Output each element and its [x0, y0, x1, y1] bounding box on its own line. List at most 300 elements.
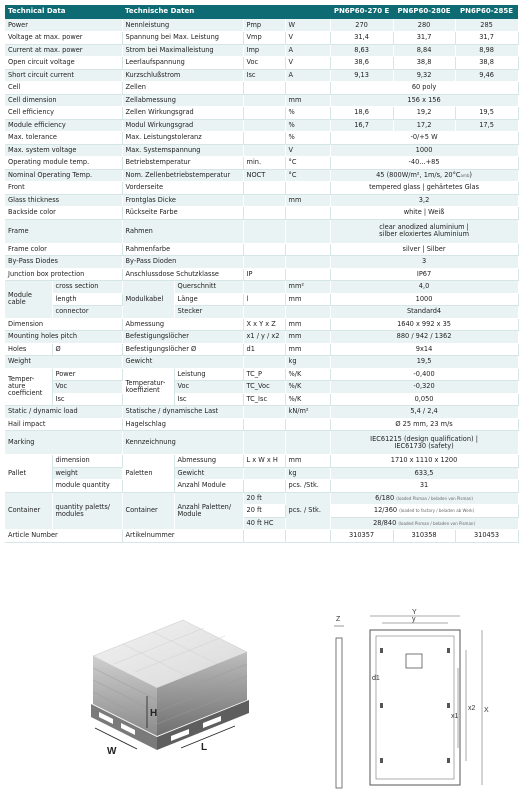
value-all: 0,050 — [330, 393, 518, 406]
pallet-label-de: Paletten — [122, 455, 174, 493]
unit — [285, 182, 330, 195]
value-model-1: 9,13 — [330, 69, 393, 82]
row-pallet-weight — [5, 467, 518, 480]
container-size: 20 ft — [243, 505, 285, 518]
value-model-3: 17,5 — [455, 119, 518, 132]
label-en: Hail impact — [5, 418, 122, 431]
unit — [285, 207, 330, 220]
label-en: Module efficiency — [5, 119, 122, 132]
unit: % — [285, 119, 330, 132]
symbol — [243, 281, 285, 294]
unit — [285, 82, 330, 95]
row-module-cable-cross-section — [5, 281, 518, 294]
value-model-2: 31,7 — [393, 32, 455, 45]
container-sub-label-de-2: Module — [177, 509, 202, 518]
container-label-de: Container — [122, 492, 174, 530]
row-cell-efficiency — [5, 107, 518, 120]
sub-label-de: Anzahl Module — [174, 480, 243, 493]
symbol — [243, 356, 285, 369]
unit — [285, 256, 330, 269]
value-all: tempered glass | gehärtetes Glas — [330, 182, 518, 195]
unit: A — [285, 44, 330, 57]
label-de: Frontglas Dicke — [122, 194, 243, 207]
unit — [285, 243, 330, 256]
value-model-2: 17,2 — [393, 119, 455, 132]
unit: V — [285, 32, 330, 45]
symbol — [243, 119, 285, 132]
symbol — [243, 107, 285, 120]
label-en: Backside color — [5, 207, 122, 220]
label-en: Short circuit current — [5, 69, 122, 82]
label-en: Holes — [5, 343, 52, 356]
value-model-2: 310358 — [393, 530, 455, 543]
symbol: min. — [243, 157, 285, 170]
tempcoef-label-de — [122, 368, 174, 406]
symbol — [243, 467, 285, 480]
label-de: Anschlussdose Schutzklasse — [122, 268, 243, 281]
value-all — [330, 517, 518, 530]
module-frame-outer — [370, 630, 460, 785]
unit: mm — [285, 318, 330, 331]
module-cable-label-1: Module — [8, 291, 32, 300]
row-hail — [5, 418, 518, 431]
symbol — [243, 132, 285, 145]
noct-value-end: ) — [469, 170, 472, 179]
value-all: 1640 x 992 x 35 — [330, 318, 518, 331]
value-all: silver | Silber — [330, 243, 518, 256]
junction-box — [406, 654, 422, 668]
unit: mm — [285, 194, 330, 207]
label-de: Betriebstemperatur — [122, 157, 243, 170]
row-tempcoef-isc — [5, 393, 518, 406]
row-frame-color — [5, 243, 518, 256]
label-de: Nennleistung — [122, 19, 243, 32]
row-operating-temp — [5, 157, 518, 170]
noct-value-sub: amb — [460, 172, 470, 178]
x2-label: x2 — [468, 705, 476, 712]
label-de: Hagelschlag — [122, 418, 243, 431]
label-en: Frame color — [5, 243, 122, 256]
value-model-2: 280 — [393, 19, 455, 32]
row-bypass-diodes — [5, 256, 518, 269]
label-en: Front — [5, 182, 122, 195]
value-model-3: 310453 — [455, 530, 518, 543]
value-all: 5,4 / 2,4 — [330, 406, 518, 419]
table-header — [5, 5, 518, 19]
row-holes — [5, 343, 518, 356]
row-junction-box — [5, 268, 518, 281]
label-de: Max. Systemspannung — [122, 144, 243, 157]
unit — [285, 306, 330, 319]
sub-label: dimension — [52, 455, 122, 468]
value-all: 31 — [330, 480, 518, 493]
value-all: 19,5 — [330, 356, 518, 369]
value-model-2: 9,32 — [393, 69, 455, 82]
value-all: -0,320 — [330, 381, 518, 394]
x1-label: x1 — [451, 713, 459, 720]
symbol — [243, 243, 285, 256]
sub-label-de: Gewicht — [174, 467, 243, 480]
unit: A — [285, 69, 330, 82]
module-cable-label-2: cable — [8, 298, 26, 307]
container-note: (loaded Pisman / beladen von Pisman) — [396, 495, 473, 501]
symbol — [243, 418, 285, 431]
row-glass-thickness — [5, 194, 518, 207]
container-note: (loaded Pisman / beladen von Pisman) — [398, 520, 476, 526]
row-load — [5, 406, 518, 419]
value-all: 156 x 156 — [330, 94, 518, 107]
sub-label: cross section — [52, 281, 122, 294]
unit — [285, 268, 330, 281]
label-en: Power — [5, 19, 122, 32]
width-label: W — [107, 746, 117, 757]
value-model-3: 38,8 — [455, 57, 518, 70]
row-frame — [5, 219, 518, 243]
unit: mm — [285, 293, 330, 306]
label-en: Article Number — [5, 530, 122, 543]
unit: %/K — [285, 393, 330, 406]
row-marking — [5, 431, 518, 455]
symbol — [243, 530, 285, 543]
label-de: Modul Wirkungsgrad — [122, 119, 243, 132]
row-pallet-dimension — [5, 455, 518, 468]
symbol: d1 — [243, 343, 285, 356]
label-en: Current at max. power — [5, 44, 122, 57]
tempcoef-label-1: Temper- — [8, 375, 35, 384]
value-model-3: 8,98 — [455, 44, 518, 57]
container-value: 6/180 — [375, 493, 395, 502]
value-all: 3,2 — [330, 194, 518, 207]
value-all: -0/+5 W — [330, 132, 518, 145]
label-en-symbol: Ø — [52, 343, 122, 356]
value-all — [330, 492, 518, 505]
symbol — [243, 406, 285, 419]
unit — [285, 219, 330, 243]
value-all: 9x14 — [330, 343, 518, 356]
label-de: Statische / dynamische Last — [122, 406, 243, 419]
value-all — [330, 431, 518, 455]
header-technical-data: Technical Data — [5, 5, 122, 19]
header-technische-daten: Technische Daten — [122, 5, 330, 19]
label-de: Gewicht — [122, 356, 243, 369]
value-model-1: 16,7 — [330, 119, 393, 132]
label-de: Artikelnummer — [122, 530, 243, 543]
label-de: Zellabmessung — [122, 94, 243, 107]
value-all: 4,0 — [330, 281, 518, 294]
unit: pcs. / Stk. — [285, 492, 330, 530]
unit: pcs. /Stk. — [285, 480, 330, 493]
row-module-cable-length — [5, 293, 518, 306]
container-value: 12/360 — [373, 506, 398, 515]
symbol — [243, 144, 285, 157]
symbol: x1 / y / x2 — [243, 331, 285, 344]
label-en: Junction box protection — [5, 268, 122, 281]
z-label: Z — [336, 616, 341, 623]
value-all: Ø 25 mm, 23 m/s — [330, 418, 518, 431]
unit: % — [285, 132, 330, 145]
container-sub-label-de-1: Anzahl Paletten/ — [177, 502, 232, 511]
symbol — [243, 480, 285, 493]
symbol: L x W x H — [243, 455, 285, 468]
value-all: 60 poly — [330, 82, 518, 95]
row-weight — [5, 356, 518, 369]
row-system-voltage — [5, 144, 518, 157]
row-dimension — [5, 318, 518, 331]
label-de: Rückseite Farbe — [122, 207, 243, 220]
row-noct — [5, 169, 518, 182]
x-label: X — [484, 707, 489, 714]
unit: mm — [285, 455, 330, 468]
sub-label-de: Länge — [174, 293, 243, 306]
unit: V — [285, 57, 330, 70]
label-de: Befestigungslöcher Ø — [122, 343, 243, 356]
value-model-3: 9,46 — [455, 69, 518, 82]
sub-label-de: Leistung — [174, 368, 243, 381]
symbol: Vmp — [243, 32, 285, 45]
value-all: -40...+85 — [330, 157, 518, 170]
value-all: 880 / 942 / 1362 — [330, 331, 518, 344]
label-en: Frame — [5, 219, 122, 243]
module-cable-label-de: Modulkabel — [122, 281, 174, 319]
value-all: 1000 — [330, 293, 518, 306]
height-label: H — [150, 708, 158, 719]
value-all: white | Weiß — [330, 207, 518, 220]
container-sub-label-2: modules — [55, 509, 84, 518]
symbol: Pmp — [243, 19, 285, 32]
symbol: TC_Isc — [243, 393, 285, 406]
noct-value: 45 (800W/m², 1m/s, 20°C — [376, 170, 461, 179]
label-en: Weight — [5, 356, 122, 369]
sub-label-de: Voc — [174, 381, 243, 394]
row-vmp — [5, 32, 518, 45]
value-all: -0,400 — [330, 368, 518, 381]
header-model-3: PN6P60-285E — [455, 5, 518, 19]
row-tolerance — [5, 132, 518, 145]
value-all: 1000 — [330, 144, 518, 157]
unit: W — [285, 19, 330, 32]
container-label: Container — [5, 492, 52, 530]
tempcoef-label-de-2: koeffizient — [125, 385, 160, 394]
mounting-holes — [380, 648, 450, 763]
label-en: Open circuit voltage — [5, 57, 122, 70]
label-en: Cell — [5, 82, 122, 95]
container-size: 40 ft HC — [243, 517, 285, 530]
sub-label: connector — [52, 306, 122, 319]
unit: %/K — [285, 368, 330, 381]
unit: kg — [285, 467, 330, 480]
label-en: Cell efficiency — [5, 107, 122, 120]
label-de: Befestigungslöcher — [122, 331, 243, 344]
symbol — [243, 82, 285, 95]
row-pallet-quantity — [5, 480, 518, 493]
row-module-efficiency — [5, 119, 518, 132]
symbol: TC_Voc — [243, 381, 285, 394]
tempcoef-label — [5, 368, 52, 406]
label-de: By-Pass Dioden — [122, 256, 243, 269]
label-de: Leerlaufspannung — [122, 57, 243, 70]
symbol — [243, 94, 285, 107]
value-all: 1710 x 1110 x 1200 — [330, 455, 518, 468]
symbol — [243, 306, 285, 319]
container-sub-label-1: quantity paletts/ — [55, 502, 111, 511]
label-de: Max. Leistungstoleranz — [122, 132, 243, 145]
row-article-number — [5, 530, 518, 543]
value-model-1: 8,63 — [330, 44, 393, 57]
value-model-1: 310357 — [330, 530, 393, 543]
label-en: Max. system voltage — [5, 144, 122, 157]
technical-data-table — [5, 5, 519, 543]
label-en: Glass thickness — [5, 194, 122, 207]
symbol: l — [243, 293, 285, 306]
value-model-2: 38,8 — [393, 57, 455, 70]
container-sub-label-de — [174, 492, 243, 530]
label-en: Marking — [5, 431, 122, 455]
module-side-profile — [336, 638, 342, 788]
unit — [285, 418, 330, 431]
row-tempcoef-voc — [5, 381, 518, 394]
label-en: Cell dimension — [5, 94, 122, 107]
label-en: Nominal Operating Temp. — [5, 169, 122, 182]
unit: mm² — [285, 281, 330, 294]
sub-label-de: Isc — [174, 393, 243, 406]
container-sub-label — [52, 492, 122, 530]
symbol — [243, 256, 285, 269]
symbol: Imp — [243, 44, 285, 57]
symbol: Voc — [243, 57, 285, 70]
value-model-3: 19,5 — [455, 107, 518, 120]
row-cell-dimension — [5, 94, 518, 107]
row-cell — [5, 82, 518, 95]
value-model-3: 285 — [455, 19, 518, 32]
marking-value-2: IEC61730 (safety) — [394, 441, 454, 450]
row-backside-color — [5, 207, 518, 220]
unit — [285, 530, 330, 543]
value-model-2: 8,84 — [393, 44, 455, 57]
sub-label: weight — [52, 467, 122, 480]
sub-label-de: Stecker — [174, 306, 243, 319]
label-de: Zellen — [122, 82, 243, 95]
label-en: Static / dynamic load — [5, 406, 122, 419]
tempcoef-label-de-1: Temperatur- — [125, 378, 166, 387]
label-en: By-Pass Diodes — [5, 256, 122, 269]
label-en: Max. tolerance — [5, 132, 122, 145]
unit: °C — [285, 169, 330, 182]
d1-label: d1 — [372, 675, 380, 682]
label-de: Abmessung — [122, 318, 243, 331]
unit: kN/m² — [285, 406, 330, 419]
label-de: Vorderseite — [122, 182, 243, 195]
label-de: Zellen Wirkungsgrad — [122, 107, 243, 120]
marking-value-1: IEC61215 (design qualification) | — [370, 434, 478, 443]
symbol — [243, 182, 285, 195]
pallet-label: Pallet — [5, 455, 52, 493]
module-cable-label — [5, 281, 52, 319]
row-front — [5, 182, 518, 195]
label-de: Kennzeichnung — [122, 431, 243, 455]
unit: mm — [285, 94, 330, 107]
value-model-1: 18,6 — [330, 107, 393, 120]
symbol: IP — [243, 268, 285, 281]
length-label: L — [201, 742, 208, 753]
value-all — [330, 169, 518, 182]
container-value: 28/840 — [373, 518, 397, 527]
value-model-2: 19,2 — [393, 107, 455, 120]
symbol — [243, 431, 285, 455]
unit: % — [285, 107, 330, 120]
value-all — [330, 505, 518, 518]
unit: %/K — [285, 381, 330, 394]
unit: mm — [285, 343, 330, 356]
header-model-2: PN6P60-280E — [393, 5, 455, 19]
container-size: 20 ft — [243, 492, 285, 505]
unit: mm — [285, 331, 330, 344]
row-module-cable-connector — [5, 306, 518, 319]
row-mounting-holes — [5, 331, 518, 344]
sub-label-de: Abmessung — [174, 455, 243, 468]
sub-label: Voc — [52, 381, 122, 394]
symbol: Isc — [243, 69, 285, 82]
tempcoef-label-2: ature — [8, 382, 26, 391]
sub-label: length — [52, 293, 122, 306]
sub-label: module quantity — [52, 480, 122, 493]
label-de: Kurzschlußstrom — [122, 69, 243, 82]
unit: kg — [285, 356, 330, 369]
label-de: Spannung bei Max. Leistung — [122, 32, 243, 45]
row-container-1 — [5, 492, 518, 505]
container-note: (loaded to factory / beladen ab Werk) — [399, 508, 475, 514]
row-isc — [5, 69, 518, 82]
tempcoef-label-3: coefficient — [8, 389, 43, 398]
symbol — [243, 219, 285, 243]
label-de: Rahmen — [122, 219, 243, 243]
label-en: Dimension — [5, 318, 122, 331]
row-voc — [5, 57, 518, 70]
unit: V — [285, 144, 330, 157]
symbol — [243, 207, 285, 220]
symbol — [243, 194, 285, 207]
frame-value-1: clear anodized aluminium | — [379, 223, 469, 232]
label-de: Rahmenfarbe — [122, 243, 243, 256]
row-imp — [5, 44, 518, 57]
sub-label: Power — [52, 368, 122, 381]
value-model-3: 31,7 — [455, 32, 518, 45]
label-en: Mounting holes pitch — [5, 331, 122, 344]
module-drawing — [320, 608, 500, 793]
symbol: NOCT — [243, 169, 285, 182]
module-frame-inner — [376, 636, 454, 779]
label-de: Strom bei Maximalleistung — [122, 44, 243, 57]
sub-label: Isc — [52, 393, 122, 406]
value-all: Standard4 — [330, 306, 518, 319]
pallet-illustration — [85, 608, 255, 768]
header-model-1: PN6P60-270 E — [330, 5, 393, 19]
y-label: Y — [412, 609, 417, 616]
value-model-1: 38,6 — [330, 57, 393, 70]
unit: °C — [285, 157, 330, 170]
unit — [285, 431, 330, 455]
frame-value-2: silber eloxiertes Aluminium — [379, 230, 470, 238]
label-en: Operating module temp. — [5, 157, 122, 170]
value-model-1: 270 — [330, 19, 393, 32]
symbol: X x Y x Z — [243, 318, 285, 331]
y-small-label: y — [412, 616, 416, 623]
label-en: Voltage at max. power — [5, 32, 122, 45]
symbol: TC_P — [243, 368, 285, 381]
label-de: Nom. Zellenbetriebstemperatur — [122, 169, 243, 182]
sub-label-de: Querschnitt — [174, 281, 243, 294]
value-model-1: 31,4 — [330, 32, 393, 45]
value-all — [330, 219, 518, 243]
